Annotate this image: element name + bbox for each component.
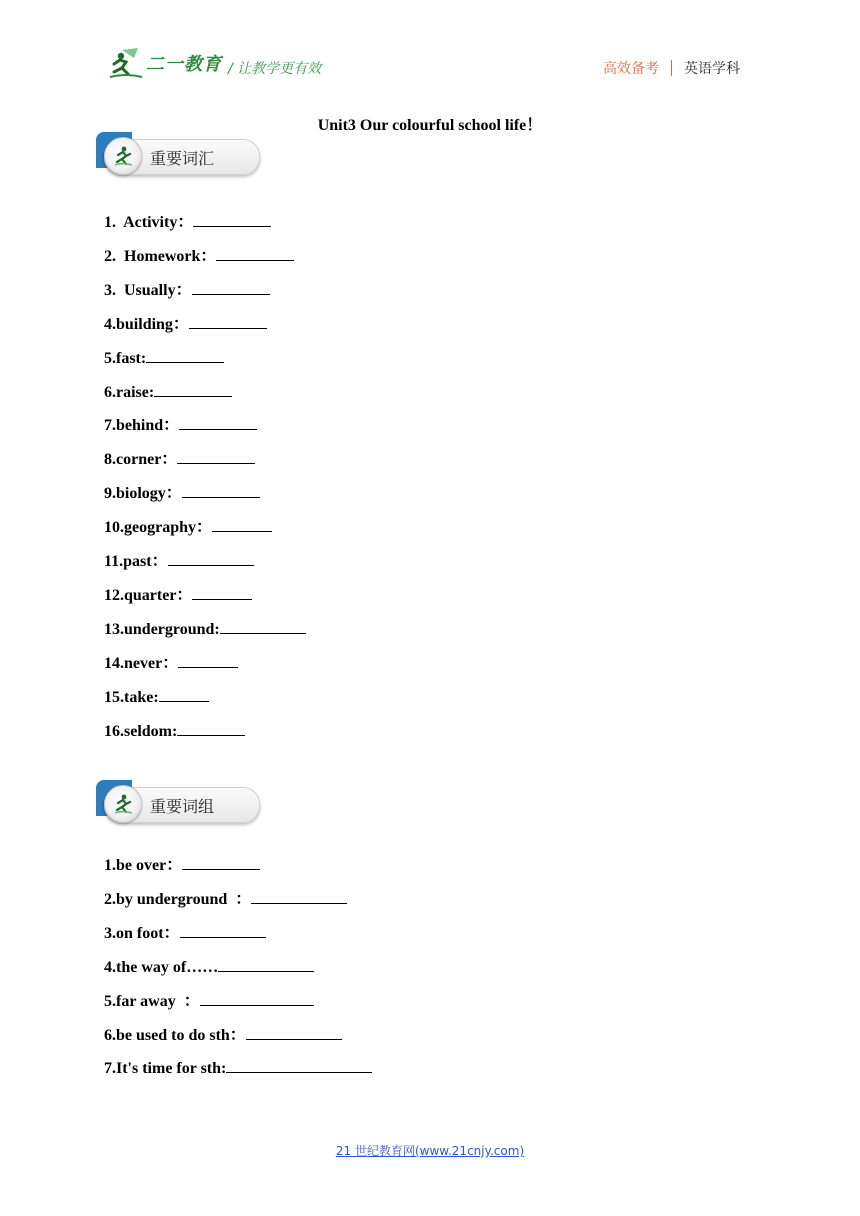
- item-text: 1. Activity：: [104, 214, 194, 231]
- answer-blank[interactable]: [192, 585, 252, 600]
- badge-runner-icon: [104, 785, 142, 823]
- answer-blank[interactable]: [177, 449, 255, 464]
- list-item: [104, 721, 245, 742]
- list-item: [104, 585, 252, 606]
- exam-label: 高效备考: [603, 61, 659, 77]
- answer-blank[interactable]: [193, 212, 271, 227]
- list-item: [104, 551, 254, 572]
- answer-blank[interactable]: [251, 889, 347, 904]
- list-item: [104, 923, 266, 944]
- item-text: 9.biology：: [104, 485, 182, 502]
- list-item: [104, 517, 272, 538]
- list-item: [104, 280, 270, 301]
- item-text: 4.building：: [104, 316, 189, 333]
- document-title: Unit3 Our colourful school life！: [317, 117, 543, 134]
- item-text: 2.by underground ：: [104, 891, 252, 908]
- answer-blank[interactable]: [189, 314, 267, 329]
- badge-runner-icon: [104, 137, 142, 175]
- answer-blank[interactable]: [146, 348, 224, 363]
- answer-blank[interactable]: [220, 619, 306, 634]
- list-item: [104, 212, 271, 233]
- answer-blank[interactable]: [216, 246, 294, 261]
- answer-blank[interactable]: [180, 923, 266, 938]
- footer-link[interactable]: [0, 1142, 860, 1159]
- list-item: [104, 889, 347, 910]
- item-text: 3.on foot：: [104, 925, 180, 942]
- list-item: [104, 687, 209, 708]
- section-badge: [96, 132, 266, 176]
- list-item: [104, 483, 260, 504]
- list-item: [104, 314, 267, 335]
- item-text: 12.quarter：: [104, 587, 193, 604]
- list-item: [104, 653, 238, 674]
- answer-blank[interactable]: [246, 1025, 342, 1040]
- item-text: 6.be used to do sth：: [104, 1027, 246, 1044]
- logo: [108, 46, 222, 80]
- answer-blank[interactable]: [182, 855, 260, 870]
- answer-blank[interactable]: [226, 1058, 372, 1073]
- list-item: [104, 855, 260, 876]
- item-text: 16.seldom:: [104, 723, 178, 740]
- page-header: [0, 0, 860, 100]
- item-text: 10.geography：: [104, 519, 213, 536]
- item-text: 6.raise:: [104, 384, 155, 401]
- item-text: 7.behind：: [104, 417, 180, 434]
- answer-blank[interactable]: [182, 483, 260, 498]
- section-badge: [96, 780, 266, 824]
- answer-blank[interactable]: [154, 382, 232, 397]
- list-item: [104, 1058, 372, 1079]
- list-item: [104, 449, 255, 470]
- item-text: 8.corner：: [104, 451, 178, 468]
- item-text: 5.far away ：: [104, 993, 200, 1010]
- list-item: [104, 991, 314, 1012]
- answer-blank[interactable]: [200, 991, 314, 1006]
- item-text: 3. Usually：: [104, 282, 192, 299]
- answer-blank[interactable]: [192, 280, 270, 295]
- list-item: [104, 348, 224, 369]
- header-right: [603, 58, 740, 78]
- item-text: 1.be over：: [104, 857, 183, 874]
- slogan: / 让教学更有效: [228, 61, 322, 77]
- item-text: 5.fast:: [104, 350, 147, 367]
- answer-blank[interactable]: [178, 653, 238, 668]
- answer-blank[interactable]: [179, 415, 257, 430]
- section-title: 重要词汇: [150, 149, 215, 168]
- answer-blank[interactable]: [168, 551, 254, 566]
- answer-blank[interactable]: [159, 687, 209, 702]
- list-item: [104, 382, 232, 403]
- item-text: 2. Homework：: [104, 248, 217, 265]
- item-text: 11.past：: [104, 553, 168, 570]
- item-text: 14.never：: [104, 655, 179, 672]
- footer-text[interactable]: 21 世纪教育网(www.21cnjy.com): [335, 1144, 525, 1158]
- item-text: 15.take:: [104, 689, 159, 706]
- item-text: 13.underground:: [104, 621, 220, 638]
- list-item: [104, 1025, 342, 1046]
- runner-logo-icon: [108, 46, 144, 80]
- answer-blank[interactable]: [218, 957, 314, 972]
- answer-blank[interactable]: [177, 721, 245, 736]
- logo-text: 二一教育: [146, 54, 222, 75]
- header-divider: [671, 60, 672, 76]
- subject-label: 英语学科: [684, 61, 740, 77]
- answer-blank[interactable]: [212, 517, 272, 532]
- item-text: 4.the way of……: [104, 959, 219, 976]
- item-text: 7.It's time for sth:: [104, 1060, 227, 1077]
- list-item: [104, 619, 306, 640]
- list-item: [104, 957, 314, 978]
- section-title: 重要词组: [150, 797, 215, 816]
- list-item: [104, 246, 294, 267]
- list-item: [104, 415, 257, 436]
